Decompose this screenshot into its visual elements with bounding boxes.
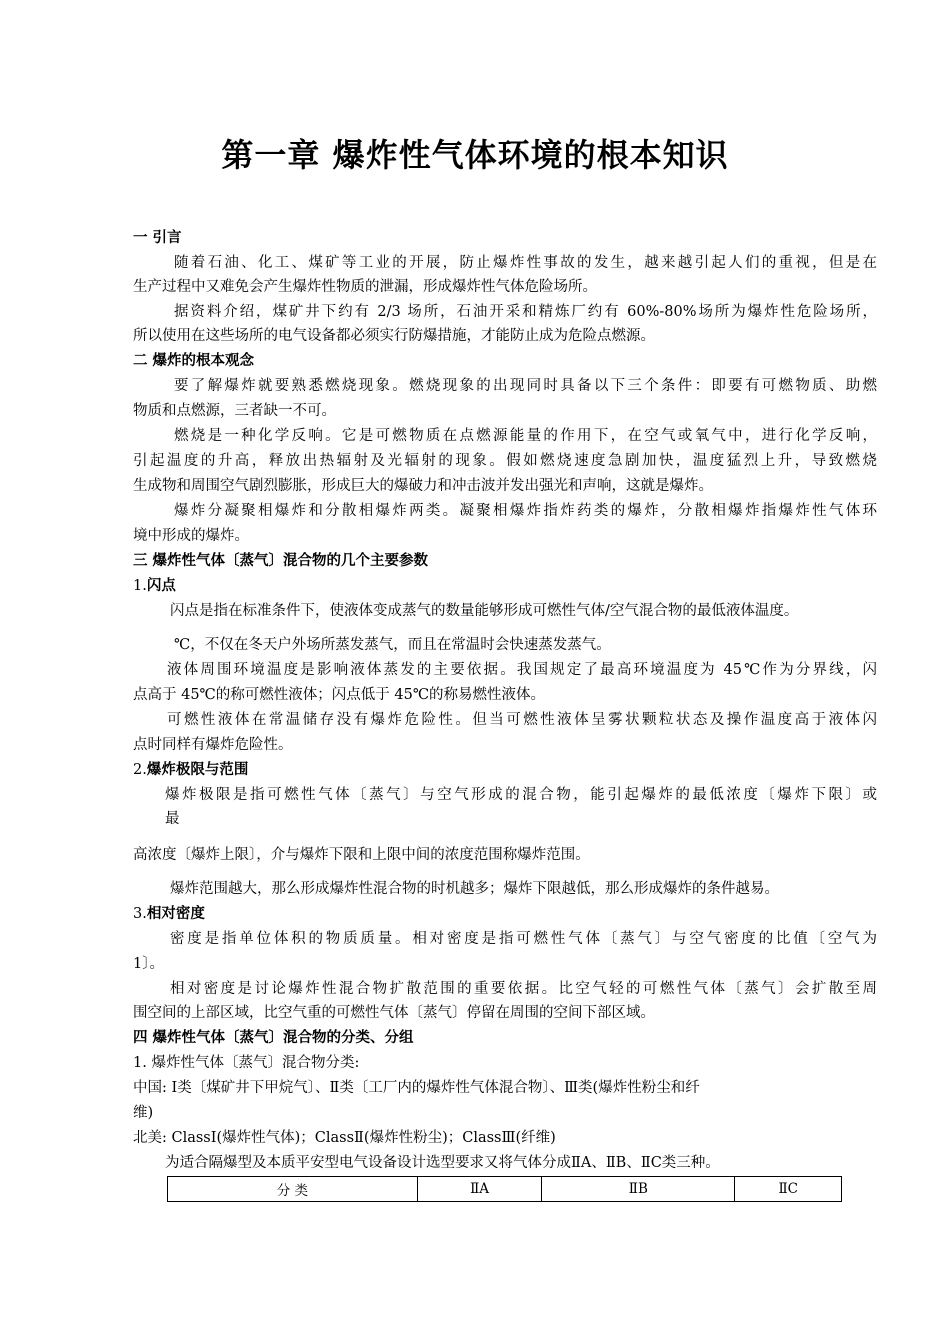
paragraph-line: 围空间的上部区域，比空气重的可燃性气体〔蒸气〕停留在周围的空间下部区域。	[133, 1005, 655, 1021]
paragraph-line: 可燃性液体在常温储存没有爆炸危险性。但当可燃性液体呈雾状颗粒状态及操作温度高于液体闪	[167, 712, 877, 728]
paragraph-line: 闪点是指在标准条件下，使液体变成蒸气的数量能够形成可燃性气体/空气混合物的最低液体温度。	[170, 603, 799, 619]
table-header-cell: ⅡC	[735, 1177, 842, 1202]
paragraph-line: 要了解爆炸就要熟悉燃烧现象。燃烧现象的出现同时具备以下三个条件：即要有可燃物质、助燃	[174, 378, 877, 394]
section-heading-basic-concept: 二 爆炸的根本观念	[133, 353, 255, 369]
paragraph-line: 随着石油、化工、煤矿等工业的开展，防止爆炸性事故的发生，越来越引起人们的重视，但是在	[174, 255, 877, 271]
section-heading-intro: 一 引言	[133, 230, 182, 246]
paragraph-line: 中国: Ⅰ类〔煤矿井下甲烷气〕、Ⅱ类〔工厂内的爆炸性气体混合物〕、Ⅲ类(爆炸性粉尘和纤	[133, 1080, 700, 1096]
subheading-relative-density	[133, 902, 205, 926]
paragraph-line: 爆炸极限是指可燃性气体〔蒸气〕与空气形成的混合物，能引起爆炸的最低浓度〔爆炸下限〕或	[165, 787, 877, 803]
paragraph-line: ℃，不仅在冬天户外场所蒸发蒸气，而且在常温时会快速蒸发蒸气。	[174, 637, 611, 653]
paragraph-line: 高浓度〔爆炸上限〕，介与爆炸下限和上限中间的浓度范围称爆炸范围。	[133, 847, 590, 863]
paragraph-line: 北美: ClassⅠ(爆炸性气体)；ClassⅡ(爆炸性粉尘)；ClassⅢ(纤维)	[133, 1130, 556, 1146]
paragraph-line: 爆炸范围越大，那么形成爆炸性混合物的时机越多；爆炸下限越低，那么形成爆炸的条件越易。	[170, 881, 779, 897]
paragraph-line: 1. 爆炸性气体〔蒸气〕混合物分类:	[133, 1055, 360, 1071]
table-header-cell: ⅡA	[417, 1177, 541, 1202]
section-heading-classification: 四 爆炸性气体〔蒸气〕混合物的分类、分组	[133, 1030, 414, 1046]
paragraph-line: 维)	[133, 1105, 154, 1121]
paragraph-line: 密度是指单位体积的物质质量。相对密度是指可燃性气体〔蒸气〕与空气密度的比值〔空气为	[170, 931, 877, 947]
paragraph-line: 燃烧是一种化学反响。它是可燃物质在点燃源能量的作用下，在空气或氧气中，进行化学反响，	[174, 428, 877, 444]
table-header-row	[168, 1177, 842, 1202]
paragraph-line: 为适合隔爆型及本质平安型电气设备设计选型要求又将气体分成ⅡA、ⅡB、ⅡC类三种。	[165, 1155, 720, 1171]
paragraph-line: 生成物和周围空气剧烈膨胀，形成巨大的爆破力和冲击波并发出强光和声响，这就是爆炸。	[133, 478, 713, 494]
subheading-number: 1.	[133, 578, 147, 594]
paragraph-line: 液体周围环境温度是影响液体蒸发的主要依据。我国规定了最高环境温度为 45℃作为分界线，闪	[167, 662, 877, 678]
section-heading-parameters: 三 爆炸性气体〔蒸气〕混合物的几个主要参数	[133, 553, 429, 569]
paragraph-line: 境中形成的爆炸。	[133, 528, 249, 544]
paragraph-line: 爆炸分凝聚相爆炸和分散相爆炸两类。凝聚相爆炸指炸药类的爆炸，分散相爆炸指爆炸性气体环	[174, 503, 877, 519]
paragraph-line: 相对密度是讨论爆炸性混合物扩散范围的重要依据。比空气轻的可燃性气体〔蒸气〕会扩散至周	[170, 981, 877, 997]
table-header-cell: ⅡB	[542, 1177, 735, 1202]
subheading-explosion-limits	[133, 758, 248, 782]
paragraph-line: 点时同样有爆炸危险性。	[133, 737, 293, 753]
paragraph-line: 物质和点燃源，三者缺一不可。	[133, 403, 336, 419]
paragraph-line: 引起温度的升高，释放出热辐射及光辐射的现象。假如燃烧速度急剧加快，温度猛烈上升，导致燃烧	[133, 453, 877, 469]
table-header-cell: 分 类	[168, 1177, 418, 1202]
chapter-title: 第一章 爆炸性气体环境的根本知识	[221, 136, 729, 174]
subheading-text: 闪点	[146, 578, 176, 594]
paragraph-line: 1〕。	[133, 956, 164, 972]
subheading-number: 3.	[133, 906, 147, 922]
subheading-number: 2.	[133, 762, 147, 778]
paragraph-line: 所以使用在这些场所的电气设备都必须实行防爆措施，才能防止成为危险点燃源。	[133, 328, 655, 344]
paragraph-line: 生产过程中又难免会产生爆炸性物质的泄漏，形成爆炸性气体危险场所。	[133, 279, 597, 295]
paragraph-line: 点高于 45℃的称可燃性液体；闪点低于 45℃的称易燃性液体。	[133, 687, 546, 703]
paragraph-line: 据资料介绍，煤矿井下约有 2/3 场所，石油开采和精炼厂约有 60%-80%场所为爆炸性危险场所，	[174, 304, 877, 320]
subheading-flash-point	[133, 574, 176, 598]
subheading-text: 爆炸极限与范围	[146, 762, 249, 778]
subheading-text: 相对密度	[146, 906, 205, 922]
gas-class-table	[167, 1176, 842, 1202]
paragraph-line: 最	[165, 811, 180, 827]
